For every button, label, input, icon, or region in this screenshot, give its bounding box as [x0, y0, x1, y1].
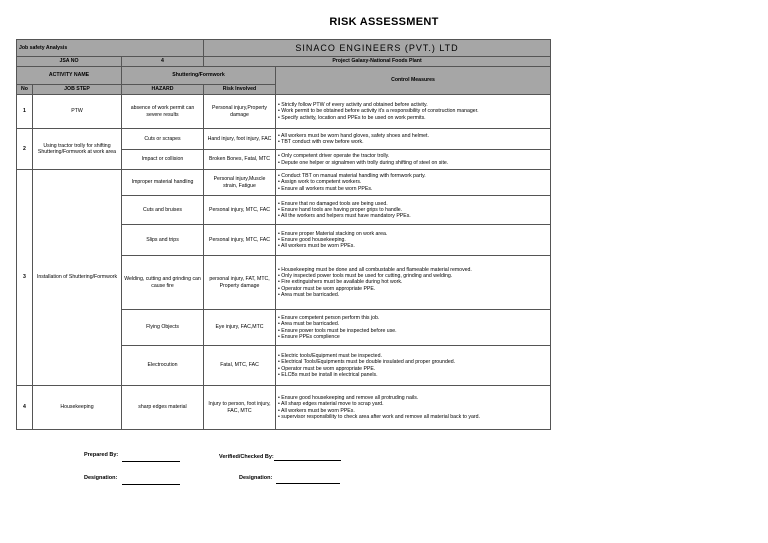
hazard-cell: Cuts or scrapes — [122, 129, 204, 150]
control-measure-item: • Only inspected power tools must be used for cutting, grinding and welding. — [278, 273, 548, 279]
hazard-cell: Welding, cutting and grinding can cause fire — [122, 256, 204, 310]
col-job-step: JOB STEP — [33, 85, 122, 95]
hazard-cell: Improper material handling — [122, 170, 204, 196]
table-row — [17, 386, 551, 430]
risk-cell: Personal injury,Muscle strain, Fatigue — [204, 170, 276, 196]
control-measure-item: • Ensure good housekeeping. — [278, 237, 548, 243]
control-measure-item: • All workers must be worn PPEs. — [278, 243, 548, 249]
control-measures-cell — [276, 95, 551, 129]
hazard-cell: Impact or collision — [122, 150, 204, 170]
control-measure-item: • Operator must be worn appropriate PPE. — [278, 286, 548, 292]
hazard-cell: sharp edges material — [122, 386, 204, 430]
job-step: PTW — [33, 95, 122, 129]
hazard-cell: Flying Objects — [122, 310, 204, 346]
risk-cell: Personal injury, MTC, FAC — [204, 196, 276, 225]
hazard-cell: absence of work permit can severe results — [122, 95, 204, 129]
control-measures-cell — [276, 150, 551, 170]
control-measure-item: • Depute one helper or signalmen with trolly during shifting of steel on site. — [278, 160, 548, 166]
control-measures-header: Control Measures — [276, 67, 551, 95]
risk-cell: Personal injury,Property damage — [204, 95, 276, 129]
control-measure-item: • Housekeeping must be done and all combustable and flameable material removed. — [278, 267, 548, 273]
risk-cell: Eye injury, FAC,MTC — [204, 310, 276, 346]
control-measure-item: • Work permit to be obtained before activity it's a responsibility of construction manager. — [278, 108, 548, 114]
control-measure-item: • Electrical Tools/Equipments must be double insulated and proper grounded. — [278, 359, 548, 365]
table-row — [17, 129, 551, 150]
job-step: Using tractor trolly for shifting Shuttering/Formwork at work area — [33, 129, 122, 170]
control-measure-item: • Conduct TBT on manual material handling with formwork party. — [278, 173, 548, 179]
prepared-by-label: Prepared By: — [84, 452, 119, 458]
control-measure-item: • Operator must be worn appropriate PPE. — [278, 366, 548, 372]
prepared-by-line — [122, 461, 180, 462]
control-measure-item: • Assign work to competent workers. — [278, 179, 548, 185]
risk-cell: Personal injury, MTC, FAC — [204, 225, 276, 256]
control-measures-cell — [276, 196, 551, 225]
control-measure-item: • All workers must be worn hand gloves, safety shoes and helmet. — [278, 133, 548, 139]
col-risk: Risk Involved — [204, 85, 276, 95]
risk-cell: Fatal, MTC, FAC — [204, 346, 276, 386]
jsa-label: Job safety Analysis — [17, 40, 204, 57]
verified-by-label: Verified/Checked By: — [219, 454, 274, 460]
control-measure-item: • TBT conduct with crew before work. — [278, 139, 548, 145]
control-measure-item: • All the workers and helpers must have mandatory PPEs. — [278, 213, 548, 219]
control-measure-item: • Only competent driver operate the tractor trolly. — [278, 153, 548, 159]
control-measure-item: • Ensure proper Material stacking on work area. — [278, 231, 548, 237]
step-no: 1 — [17, 95, 33, 129]
risk-cell: Broken Bones, Fatal, MTC — [204, 150, 276, 170]
table-row — [17, 170, 551, 196]
designation-left-label: Designation: — [84, 475, 118, 481]
control-measure-item: • Ensure competent person perform this job. — [278, 315, 548, 321]
control-measure-item: • supervisor responsibility to check area after work and remove all material back to yard. — [278, 414, 548, 420]
control-measure-item: • Fire extinguishers must be available during hot work. — [278, 279, 548, 285]
jsa-no-label: JSA NO — [17, 57, 122, 67]
control-measure-item: • Electric tools/Equipment must be inspected. — [278, 353, 548, 359]
control-measure-item: • Area must be barricaded. — [278, 292, 548, 298]
control-measures-cell — [276, 256, 551, 310]
activity-name-value: Shuttering/Formwork — [122, 67, 276, 85]
col-no: No — [17, 85, 33, 95]
control-measure-item: • Ensure hand tools are having proper grips to handle. — [278, 207, 548, 213]
control-measure-item: • Ensure good housekeeping and remove all protruding nails. — [278, 395, 548, 401]
control-measure-item: • All sharp edges material move to scrap yard. — [278, 401, 548, 407]
designation-left-line — [122, 484, 180, 485]
control-measures-cell — [276, 170, 551, 196]
hazard-cell: Cuts and bruises — [122, 196, 204, 225]
company-name: SINACO ENGINEERS (PVT.) LTD — [204, 40, 551, 57]
control-measure-item: • Specify activity, location and PPEs to be used on work permits. — [278, 115, 548, 121]
designation-right-label: Designation: — [239, 475, 273, 481]
control-measure-item: • Strictly follow PTW of every activity and obtained before activity. — [278, 102, 548, 108]
control-measure-item: • Ensure PPEs complience — [278, 334, 548, 340]
risk-cell: personal injury, FAT, MTC, Property damage — [204, 256, 276, 310]
control-measure-item: • Ensure all workers must be worn PPEs. — [278, 186, 548, 192]
header-row-2 — [17, 57, 551, 67]
risk-cell: Hand injury, foot injury, FAC — [204, 129, 276, 150]
step-no: 2 — [17, 129, 33, 170]
jsa-no-value: 4 — [122, 57, 204, 67]
job-step: Housekeeping — [33, 386, 122, 430]
hazard-cell: Slips and trips — [122, 225, 204, 256]
control-measures-cell — [276, 310, 551, 346]
risk-assessment-table — [16, 39, 551, 430]
control-measure-item: • ELCBs must be install in electrical panels. — [278, 372, 548, 378]
col-hazard: HAZARD — [122, 85, 204, 95]
control-measure-item: • Ensure power tools must be inspected before use. — [278, 328, 548, 334]
risk-cell: Injury to person, foot injury, FAC, MTC — [204, 386, 276, 430]
designation-right-line — [276, 483, 340, 484]
job-step: Installation of Shuttering/Formwork — [33, 170, 122, 386]
control-measures-cell — [276, 129, 551, 150]
table-row — [17, 95, 551, 129]
control-measures-cell — [276, 225, 551, 256]
activity-name-label: ACTIVITY NAME — [17, 67, 122, 85]
control-measures-cell — [276, 386, 551, 430]
page-title: RISK ASSESSMENT — [329, 16, 439, 28]
control-measure-item: • Ensure that no damaged tools are being used. — [278, 201, 548, 207]
verified-by-line — [274, 460, 341, 461]
control-measure-item: • All workers must be worn PPEs. — [278, 408, 548, 414]
project-name: Project Galaxy-National Foods Plant — [204, 57, 551, 67]
header-row-1 — [17, 40, 551, 57]
control-measures-cell — [276, 346, 551, 386]
step-no: 3 — [17, 170, 33, 386]
hazard-cell: Electrocution — [122, 346, 204, 386]
header-row-3 — [17, 67, 551, 85]
step-no: 4 — [17, 386, 33, 430]
control-measure-item: • Area must be barricaded. — [278, 321, 548, 327]
